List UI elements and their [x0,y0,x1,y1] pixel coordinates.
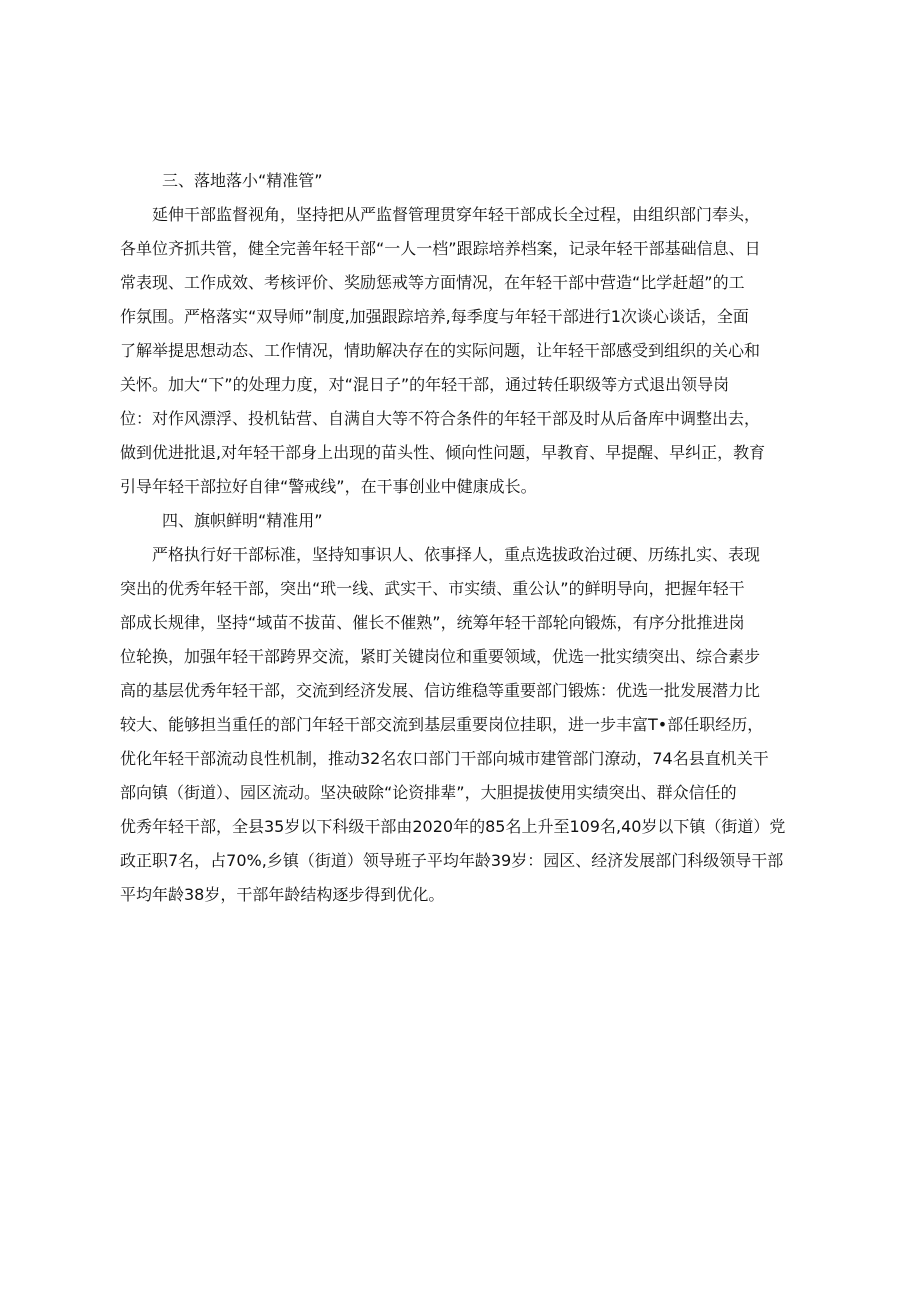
section-3-paragraph [120,198,815,504]
paragraph-line: 政正职7名，占70%,乡镇（街道）领导班子平均年龄39岁：园区、经济发展部门科级领导干部 [120,851,784,870]
paragraph-line: 位轮换，加强年轻干部跨界交流，紧盯关键岗位和重要领域，优选一批实绩突出、综合素步 [120,647,761,666]
paragraph-line: 位：对作风漂浮、投机钻营、自满自大等不符合条件的年轻干部及时从后备库中调整出去， [120,409,761,428]
paragraph-line: 高的基层优秀年轻干部，交流到经济发展、信访维稳等重要部门锻炼：优选一批发展潜力比 [120,681,761,700]
paragraph-line: 常表现、工作成效、考核评价、奖励惩戒等方面情况，在年轻干部中营造“比学赶超”的工 [120,273,745,292]
document-page [120,164,815,912]
paragraph-line: 引导年轻干部拉好自律“警戒线”，在干事创业中健康成长。 [120,477,537,496]
paragraph-line: 优化年轻干部流动良性机制，推动32名农口部门干部向城市建管部门潦动，74名县直机关干 [120,749,769,768]
paragraph-line: 关怀。加大“下”的处理力度，对“混日子”的年轻干部，通过转任职级等方式退出领导岗 [120,375,730,394]
paragraph-line: 各单位齐抓共管，健全完善年轻干部“一人一档”跟踪培养档案，记录年轻干部基础信息、日 [120,239,761,258]
section-3-heading: 三、落地落小“精准管” [162,171,323,190]
paragraph-line: 突出的优秀年轻干部，突出“玳一线、武实干、市实绩、重公认”的鲜明导向，把握年轻干 [120,579,745,598]
paragraph-line: 了解举提思想动态、工作情况，情助解决存在的实际问题，让年轻干部感受到组织的关心和 [120,341,761,360]
paragraph-line: 较大、能够担当重任的部门年轻干部交流到基层重要岗位挂职，进一步丰富T•部任职经历， [120,715,764,734]
paragraph-line: 部向镇（街道）、园区流动。坚决破除“论资排辈”，大胆提拔使用实绩突出、群众信任的 [120,783,737,802]
paragraph-line: 部成长规律，坚持“域苗不拔苗、催长不催熟”，统筹年轻干部轮向锻炼，有序分批推进岗 [120,613,745,632]
paragraph-line: 严格执行好干部标准，坚持知事识人、依事择人，重点选拔政治过硬、历练扎实、表现 [152,545,761,564]
paragraph-line: 平均年龄38岁，干部年龄结构逐步得到优化。 [120,885,445,904]
paragraph-line: 做到优进批退,对年轻干部身上出现的苗头性、倾向性问题，早教育、早提醒、早纠正，教育 [120,443,766,462]
paragraph-line: 优秀年轻干部，全县35岁以下科级干部由2020年的85名上升至109名,40岁以下镇（街道）党 [120,817,786,836]
section-4-heading: 四、旗帜鲜明“精准用” [162,511,323,530]
section-4-paragraph [120,538,815,912]
paragraph-line: 作氛围。严格落实“双导师”制度,加强跟踪培养,每季度与年轻干部进行1次谈心谈话，全面 [120,307,749,326]
paragraph-line: 延伸干部监督视角，坚持把从严监督管理贯穿年轻干部成长全过程，由组织部门奉头， [152,205,761,224]
